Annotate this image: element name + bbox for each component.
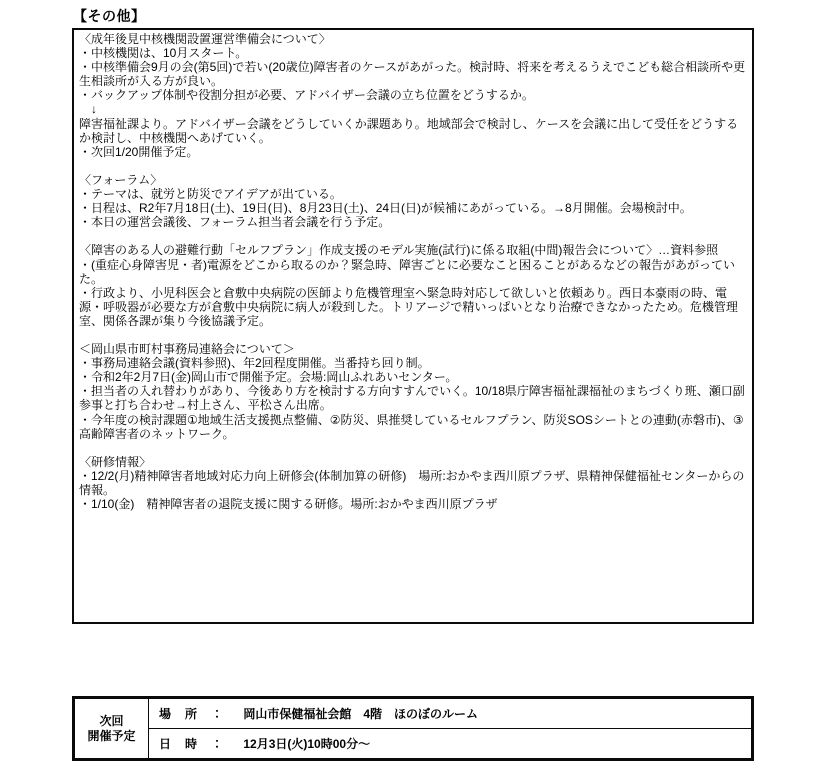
- notes-line: 〈成年後見中核機関設置運営準備会について〉: [79, 32, 331, 46]
- notes-line: ・担当者の入れ替わりがあり、今後あり方を検討する方向すすんでいく。10/18県庁障害福祉課福祉のまちづくり班、瀬口副参事と打ち合わせ→村上さん、平松さん出席。: [79, 384, 745, 413]
- next-meeting-place-cell: [149, 698, 753, 729]
- notes-line: ・令和2年2月7日(金)岡山市で開催予定。会場:岡山ふれあいセンター。: [79, 370, 458, 385]
- notes-line: 障害福祉課より。アドバイザー会議をどうしていくか課題あり。地域部会で検討し、ケースを会議に出して受任をどうするか検討し、中核機関へあげていく。: [79, 116, 739, 145]
- notes-line: ・事務局連絡会議(資料参照)、年2回程度開催。当番持ち回り制。: [79, 356, 430, 371]
- next-meeting-row-datetime: [74, 729, 753, 760]
- notes-line: [79, 159, 747, 173]
- page-title: 【その他】: [73, 8, 146, 24]
- notes-line: ・日程は、R2年7月18日(土)、19日(日)、8月23日(土)、24日(日)が候補にあがっている。→8月開催。会場検討中。: [79, 201, 692, 216]
- next-meeting-header-cell: [74, 698, 149, 760]
- notes-line: [79, 229, 747, 243]
- place-label: 場 所 ：: [159, 707, 225, 721]
- notes-line: ・行政より、小児科医会と倉敷中央病院の医師より危機管理室へ緊急時対応して欲しいと依頼あり。西日本豪雨の時、電源・呼吸器が必要な方が倉敷中央病院に病人が殺到した。トリアージで精いっぱいとなり治療できなかったため。危機管理室、関係各課が集り今後協議予定。: [79, 285, 738, 328]
- notes-line: ・バックアップ体制や役割分担が必要、アドバイザー会議の立ち位置をどうするか。: [79, 88, 534, 103]
- next-meeting-datetime-cell: [149, 729, 753, 760]
- datetime-value: 12月3日(火)10時00分～: [243, 737, 371, 751]
- notes-line: ↓: [79, 102, 98, 117]
- next-meeting-header-line1: 次回: [99, 713, 124, 728]
- place-value: 岡山市保健福祉会館 4階 ほのぼのルーム: [243, 707, 479, 721]
- notes-line: [79, 328, 747, 342]
- notes-line: 〈障害のある人の避難行動「セルフプラン」作成支援のモデル実施(試行)に係る取組(中間)報告会について〉…資料参照: [79, 243, 719, 258]
- notes-line: ・今年度の検討課題①地域生活支援拠点整備、②防災、県推奨しているセルフプラン、防災SOSシートとの連動(赤磐市)、③高齢障害者のネットワーク。: [79, 412, 744, 441]
- notes-line: [79, 441, 747, 455]
- notes-box: [72, 28, 754, 624]
- notes-line: ・12/2(月)精神障害者地域対応力向上研修会(体制加算の研修) 場所:おかやま西川原プラザ、県精神保健福祉センターからの情報。: [79, 468, 745, 497]
- notes-line: 〈研修情報〉: [79, 454, 152, 469]
- notes-line: 〈フォーラム〉: [79, 172, 163, 187]
- next-meeting-header-line2: 開催予定: [87, 728, 136, 743]
- next-meeting-row-place: [74, 698, 753, 729]
- notes-line: ・テーマは、就労と防災でアイデアが出ている。: [79, 187, 342, 202]
- notes-line: ・(重症心身障害児・者)電源をどこから取るのか？緊急時、障害ごとに必要なこと困ることがあるなどの報告があがっていた。: [79, 257, 735, 286]
- notes-line: ・次回1/20開催予定。: [79, 144, 199, 159]
- notes-line: ・本日の運営会議後、フォーラム担当者会議を行う予定。: [79, 215, 391, 230]
- notes-line: ・1/10(金) 精神障害者の退院支援に関する研修。場所:おかやま西川原プラザ: [79, 497, 498, 512]
- notes-line: ＜岡山県市町村事務局連絡会について＞: [79, 342, 295, 357]
- notes-line: ・中核準備会9月の会(第5回)で若い(20歳位)障害者のケースがあがった。検討時、将来を考えるうえでこども総合相談所や更生相談所が入る方が良い。: [79, 60, 746, 89]
- datetime-label: 日 時 ：: [159, 737, 225, 751]
- next-meeting-table: [72, 696, 754, 761]
- notes-line: ・中核機関は、10月スタート。: [79, 46, 248, 61]
